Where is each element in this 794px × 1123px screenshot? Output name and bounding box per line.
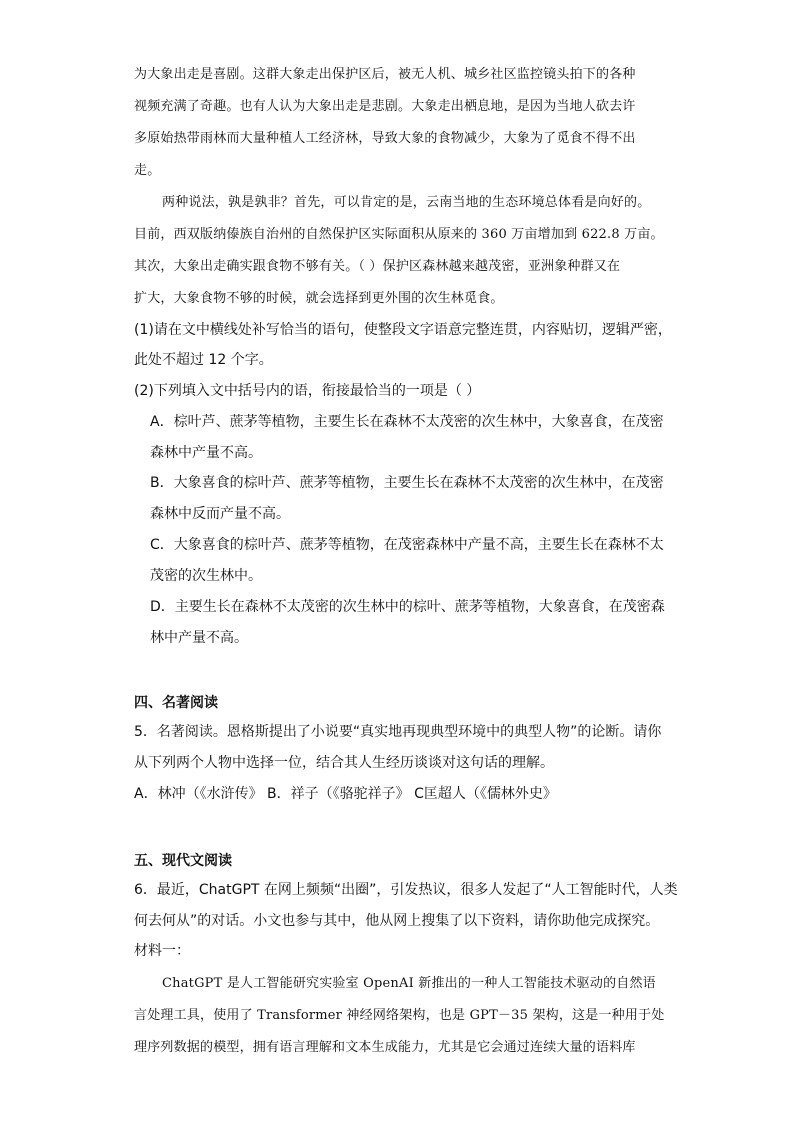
question-6-line-1: 6．最近，ChatGPT 在网上频频“出圈”，引发热议，很多人发起了“人工智能时代，人类 (134, 882, 678, 898)
material-line-2: 言处理工具，使用了 Transformer 神经网络架构，也是 GPT－35 架构，这是一种用于处 (134, 1008, 665, 1023)
passage-line-1: 为大象出走是喜剧。这群大象走出保护区后，被无人机、城乡社区监控镜头拍下的各种 (134, 67, 636, 82)
question-5-line-1: 5．名著阅读。恩格斯提出了小说要“真实地再现典型环境中的典型人物”的论断。请你 (134, 724, 662, 740)
option-a-line-1: A．棕叶芦、蔗茅等植物，主要生长在森林不太茂密的次生林中，大象喜食，在茂密 (150, 414, 664, 430)
option-d-line-2: 林中产量不高。 (150, 630, 248, 646)
question-1-line-2: 此处不超过 12 个字。 (134, 352, 273, 368)
passage-line-5: 两种说法，孰是孰非？首先，可以肯定的是，云南当地的生态环境总体看是向好的。 (162, 195, 651, 210)
option-c-line-1: C．大象喜食的棕叶芦、蔗茅等植物，在茂密森林中产量不高，主要生长在森林不太 (150, 537, 664, 553)
material-line-1: ChatGPT 是人工智能研究实验室 OpenAI 新推出的一种人工智能技术驱动的自然语 (162, 976, 656, 991)
question-2-stem: (2)下列填入文中括号内的语，衔接最恰当的一项是（ ） (134, 383, 481, 399)
passage-line-6: 目前，西双版纳傣族自治州的自然保护区实际面积从原来的 360 万亩增加到 622.8 万亩。 (134, 227, 664, 242)
option-c-line-2: 茂密的次生林中。 (150, 568, 262, 584)
question-6-line-2: 何去何从”的对话。小文也参与其中，他从网上搜集了以下资料，请你助他完成探究。 (134, 913, 660, 929)
section-4-title: 四、名著阅读 (134, 695, 218, 711)
passage-line-2: 视频充满了奇趣。也有人认为大象出走是悲剧。大象走出栖息地，是因为当地人砍去许 (134, 99, 636, 114)
question-1-line-1: (1)请在文中横线处补写恰当的语句，使整段文字语意完整连贯，内容贴切，逻辑严密， (134, 322, 672, 338)
section-5-title: 五、现代文阅读 (134, 853, 232, 869)
passage-line-3: 多原始热带雨林而大量种植人工经济林，导致大象的食物减少，大象为了觅食不得不出 (134, 131, 636, 146)
option-b-line-2: 森林中反而产量不高。 (150, 506, 290, 522)
material-label: 材料一： (134, 943, 190, 959)
question-5-line-2: 从下列两个人物中选择一位，结合其人生经历谈谈对这句话的理解。 (134, 755, 554, 771)
option-b-line-1: B．大象喜食的棕叶芦、蔗茅等植物，主要生长在森林不太茂密的次生林中，在茂密 (150, 475, 664, 491)
option-d-line-1: D．主要生长在森林不太茂密的次生林中的棕叶、蔗茅等植物，大象喜食，在茂密森 (150, 599, 665, 615)
passage-line-4: 走。 (134, 163, 161, 178)
material-line-3: 理序列数据的模型，拥有语言理解和文本生成能力，尤其是它会通过连续大量的语料库 (134, 1040, 636, 1055)
option-a-line-2: 森林中产量不高。 (150, 445, 262, 461)
passage-line-7: 其次，大象出走确实跟食物不够有关。（ ）保护区森林越来越茂密，亚洲象种群又在 (134, 259, 621, 274)
question-5-options: A．林冲（《水浒传》 B．祥子（《骆驼祥子》 C匡超人（《儒林外史》 (134, 786, 557, 802)
passage-line-8: 扩大，大象食物不够的时候，就会选择到更外围的次生林觅食。 (134, 291, 504, 306)
